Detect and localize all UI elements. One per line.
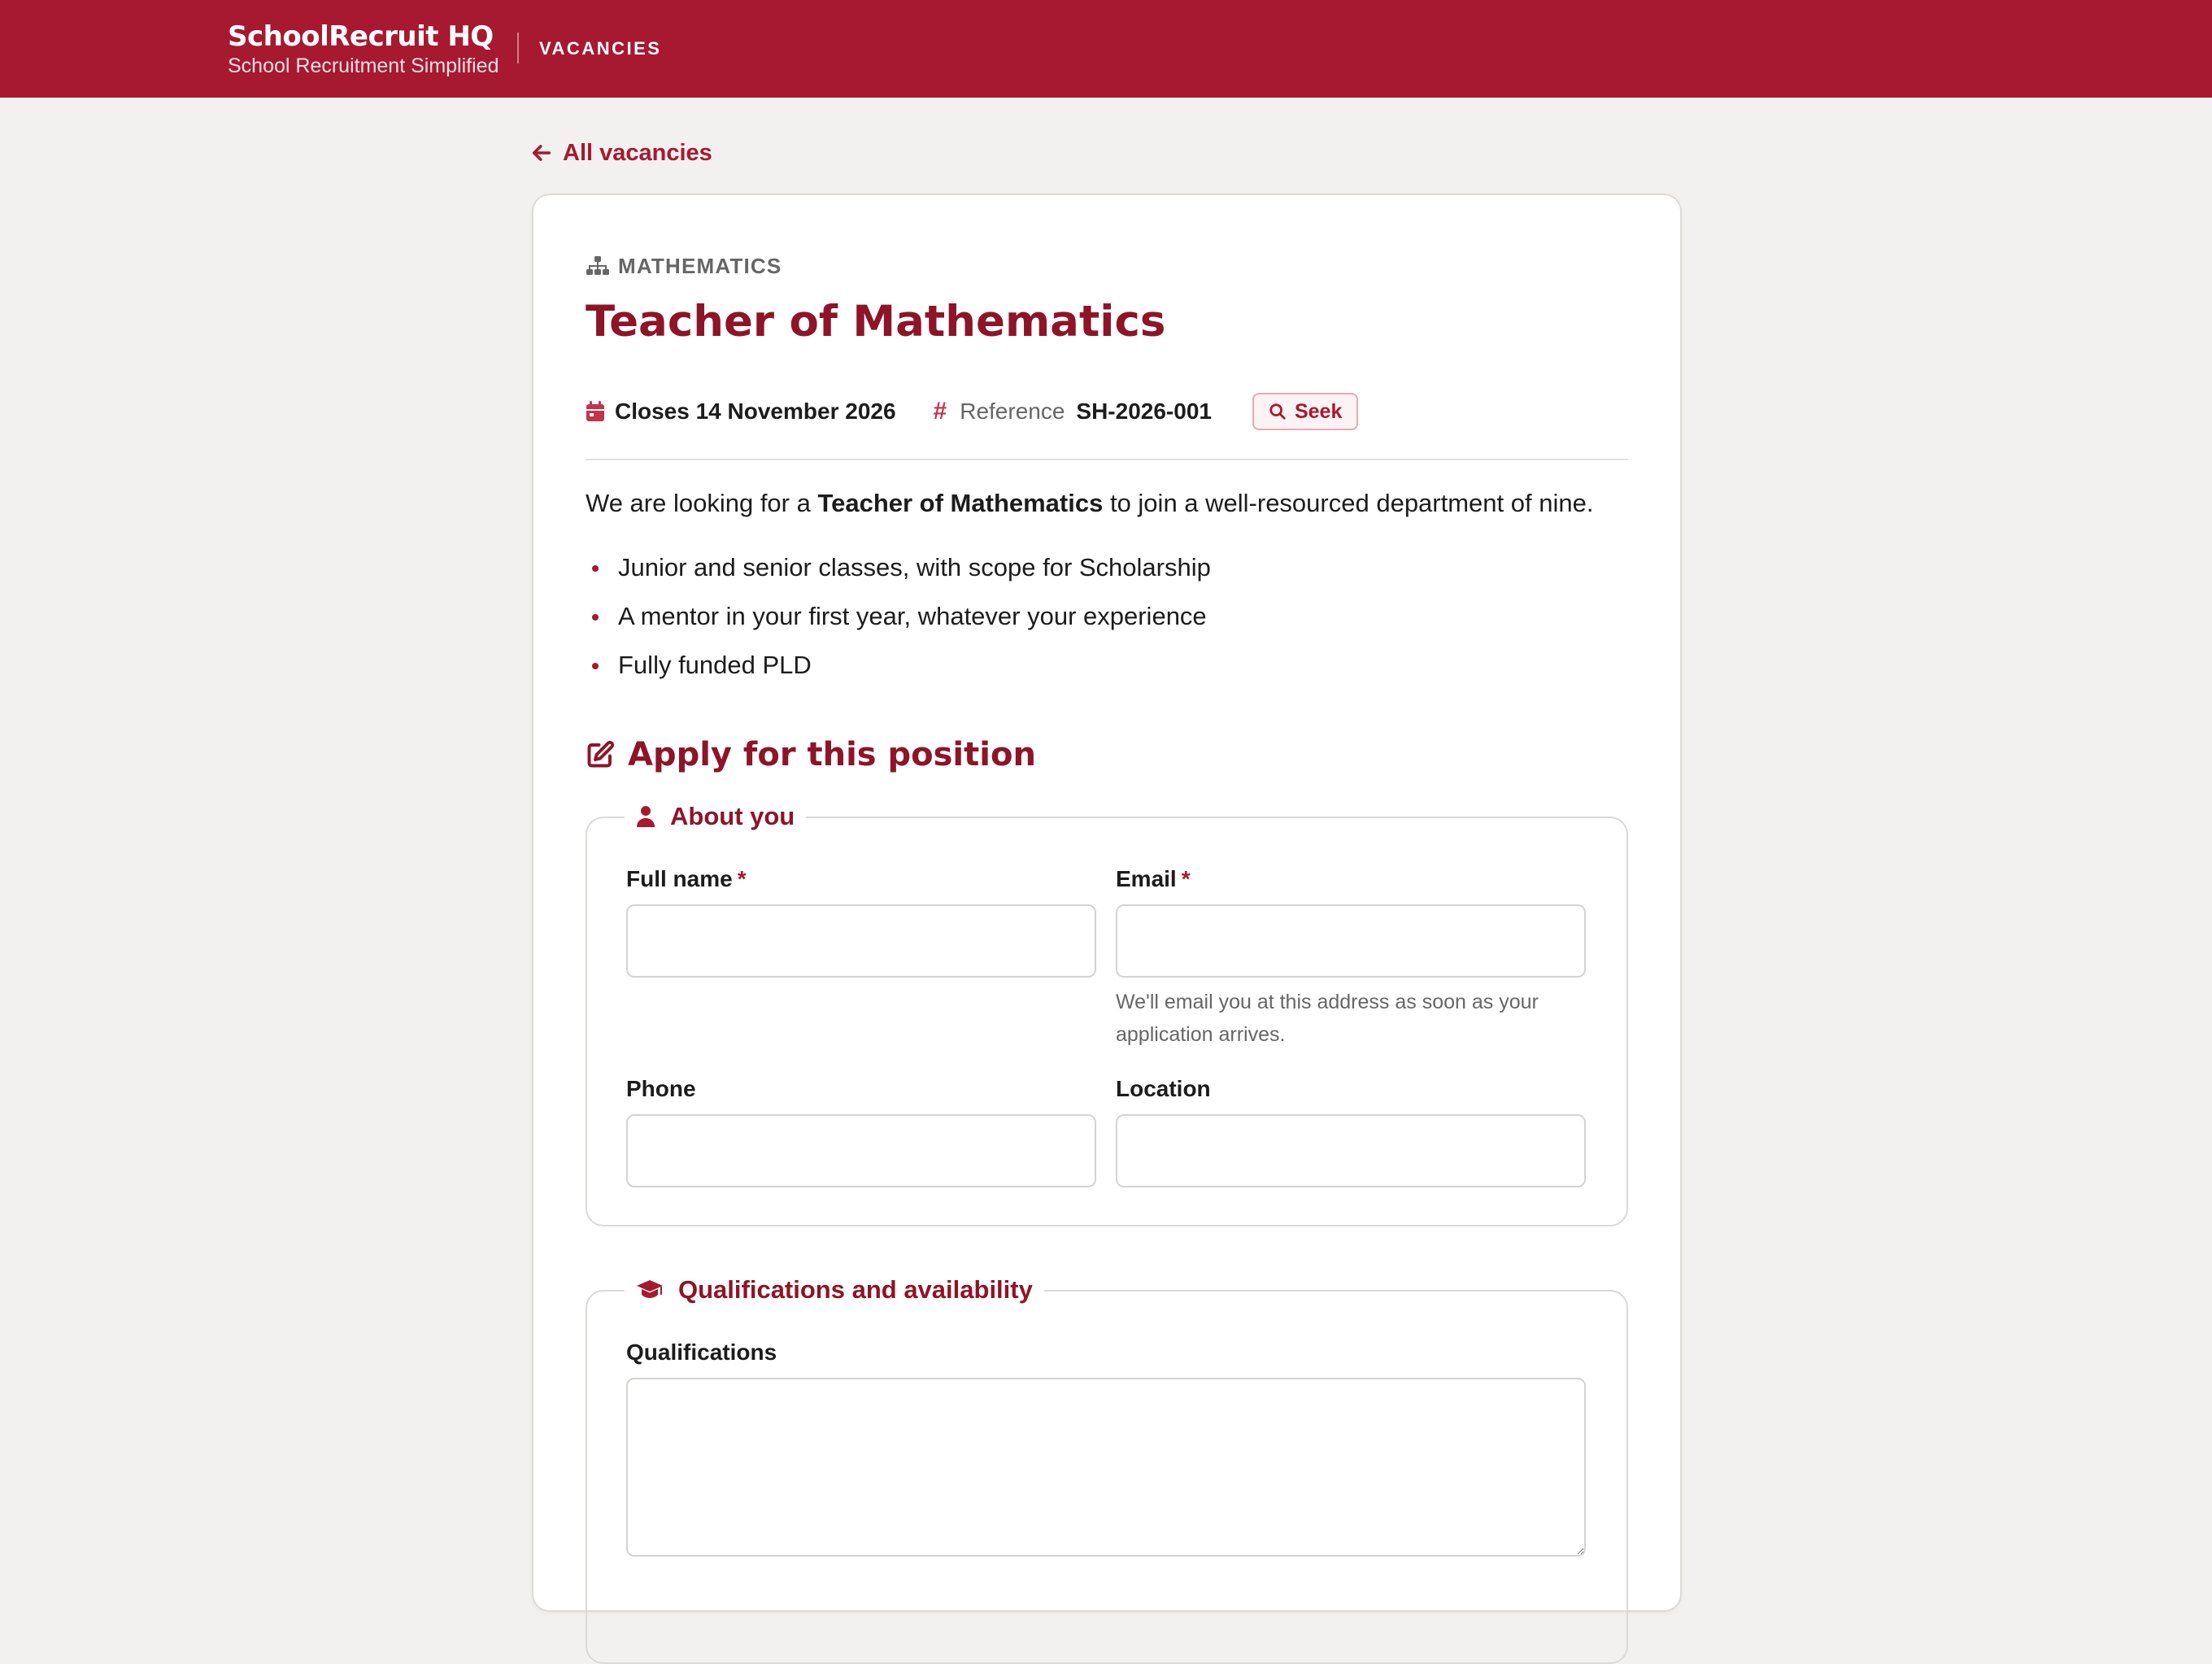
hash-icon: # [933,398,947,425]
qualifications-textarea[interactable] [626,1378,1586,1557]
department-label: MATHEMATICS [618,253,782,278]
email-label-text: Email [1116,866,1177,891]
list-item: A mentor in your first year, whatever your experience [586,592,1628,641]
brand-name[interactable]: SchoolRecruit HQ [228,20,494,53]
all-vacancies-label: All vacancies [563,139,712,166]
user-icon [636,805,655,828]
email-label [1116,865,1191,893]
closing-date: Closes 14 November 2026 [615,399,896,424]
reference-value: SH-2026-001 [1076,399,1212,424]
qualifications-label: Qualifications [626,1339,777,1365]
job-highlights [586,543,1628,690]
location-label: Location [1116,1076,1211,1101]
email-help-text: We'll email you at this address as soon as your application arrives. [1116,991,1539,1046]
apply-title: Apply for this position [628,736,1036,773]
reference-label: Reference [960,399,1065,424]
intro-emphasis: Teacher of Mathematics [817,489,1104,517]
all-vacancies-link[interactable] [530,138,712,168]
full-name-field[interactable] [626,904,1096,978]
brand[interactable] [228,20,499,78]
required-marker: * [737,866,747,891]
required-marker: * [1181,866,1191,891]
seek-label: Seek [1294,399,1343,423]
graduation-cap-icon [636,1279,664,1300]
intro-text: We are looking for a [586,489,818,517]
edit-icon [586,740,615,769]
full-name-label-text: Full name [626,866,733,891]
apply-heading [586,732,1628,778]
list-item: Fully funded PLD [586,641,1628,690]
nav-vacancies-link[interactable]: VACANCIES [539,38,662,59]
qualifications-legend-label: Qualifications and availability [678,1275,1033,1304]
job-intro [586,486,1628,521]
qualifications-fieldset [586,1275,1628,1664]
job-meta [586,390,1628,433]
calendar-icon [586,401,605,422]
arrow-left-icon [530,142,553,164]
location-field[interactable] [1116,1114,1586,1187]
intro-text-end: to join a well-resourced department of nine. [1103,489,1594,517]
job-title: Teacher of Mathematics [586,297,1166,346]
about-you-label: About you [670,802,795,830]
about-you-legend [625,799,806,834]
seek-button[interactable] [1252,393,1358,430]
phone-field[interactable] [626,1114,1096,1187]
about-you-fieldset [586,802,1628,1226]
department-tag [586,252,1628,280]
vacancy-card [532,194,1682,1612]
list-item: Junior and senior classes, with scope for Scholarship [586,543,1628,592]
qualifications-legend [625,1272,1044,1308]
divider [586,459,1628,460]
nav-divider [517,33,519,63]
org-chart-icon [586,255,610,277]
full-name-label [626,865,747,893]
top-bar [0,0,2212,98]
email-field[interactable] [1116,904,1586,978]
search-icon [1269,403,1287,420]
brand-tagline: School Recruitment Simplified [228,54,499,77]
phone-label: Phone [626,1076,696,1101]
